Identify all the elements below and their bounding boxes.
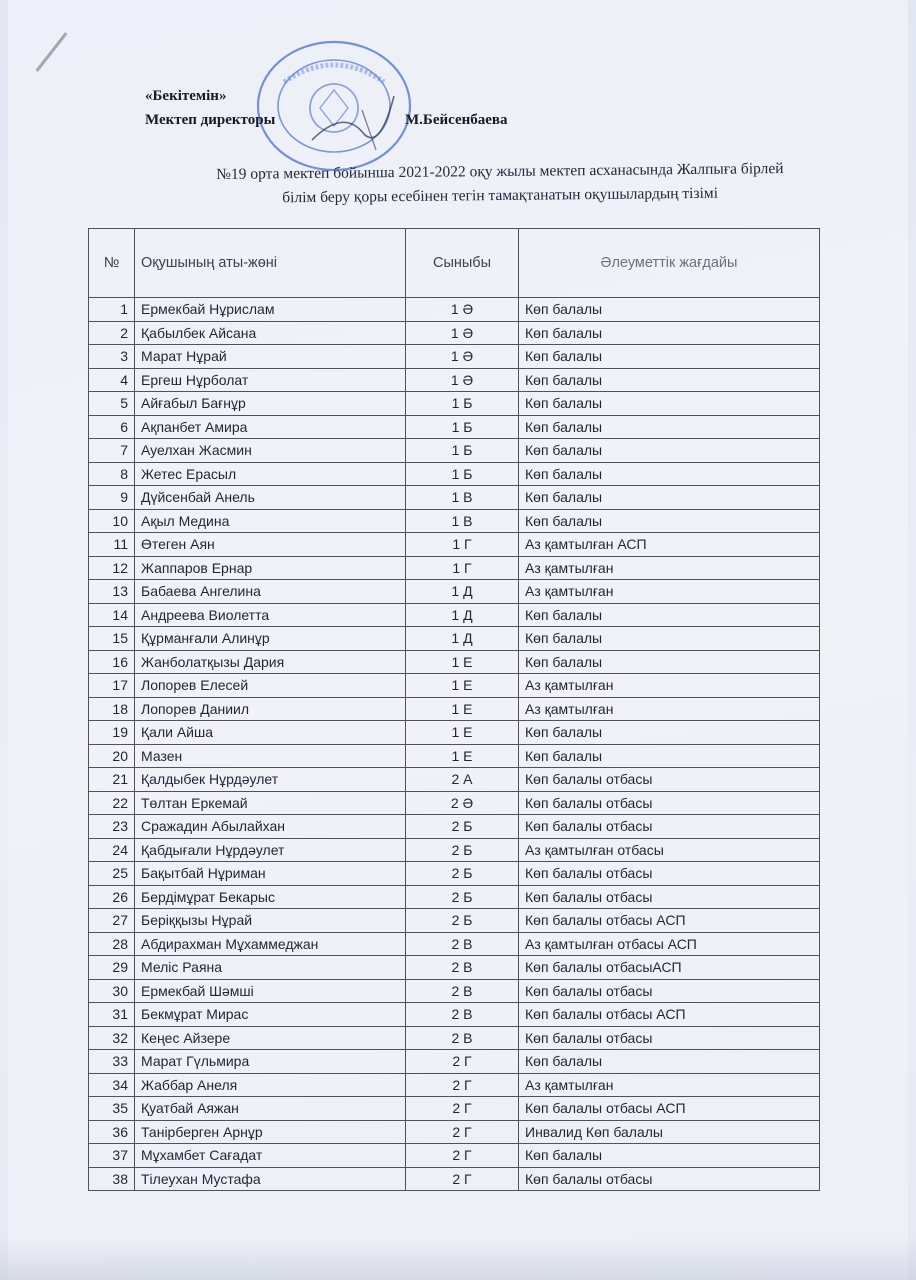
cell-number: 21 xyxy=(89,768,135,792)
cell-social-status: Аз қамтылған xyxy=(519,697,820,721)
cell-number: 29 xyxy=(89,956,135,980)
table-row xyxy=(89,345,820,369)
cell-number: 5 xyxy=(89,392,135,416)
cell-student-name: Төлтан Еркемай xyxy=(135,791,406,815)
cell-number: 30 xyxy=(89,979,135,1003)
cell-class: 1 Е xyxy=(406,744,519,768)
cell-student-name: Марат Нұрай xyxy=(135,345,406,369)
table-row xyxy=(89,1167,820,1191)
table-row xyxy=(89,1097,820,1121)
cell-number: 20 xyxy=(89,744,135,768)
cell-student-name: Өтеген Аян xyxy=(135,533,406,557)
cell-social-status: Көп балалы xyxy=(519,321,820,345)
table-row xyxy=(89,1050,820,1074)
cell-student-name: Құрманғали Алинұр xyxy=(135,627,406,651)
table-row xyxy=(89,674,820,698)
cell-student-name: Ақыл Медина xyxy=(135,509,406,533)
cell-number: 11 xyxy=(89,533,135,557)
cell-student-name: Жаббар Анеля xyxy=(135,1073,406,1097)
cell-number: 4 xyxy=(89,368,135,392)
column-header-social-status: Әлеуметтік жағдайы xyxy=(519,229,820,298)
cell-class: 1 Д xyxy=(406,627,519,651)
table-row xyxy=(89,439,820,463)
cell-number: 17 xyxy=(89,674,135,698)
cell-number: 13 xyxy=(89,580,135,604)
cell-class: 2 В xyxy=(406,1026,519,1050)
table-row xyxy=(89,462,820,486)
cell-number: 1 xyxy=(89,298,135,322)
cell-class: 2 Б xyxy=(406,862,519,886)
cell-social-status: Аз қамтылған xyxy=(519,1073,820,1097)
cell-class: 2 Г xyxy=(406,1144,519,1168)
cell-class: 1 Б xyxy=(406,462,519,486)
cell-number: 31 xyxy=(89,1003,135,1027)
cell-social-status: Аз қамтылған xyxy=(519,556,820,580)
cell-student-name: Бердімұрат Бекарыс xyxy=(135,885,406,909)
table-row xyxy=(89,533,820,557)
cell-social-status: Көп балалы отбасы xyxy=(519,1167,820,1191)
cell-class: 1 Ә xyxy=(406,345,519,369)
cell-number: 7 xyxy=(89,439,135,463)
cell-number: 19 xyxy=(89,721,135,745)
cell-social-status: Көп балалы xyxy=(519,392,820,416)
cell-social-status: Көп балалы xyxy=(519,439,820,463)
cell-social-status: Көп балалы xyxy=(519,744,820,768)
cell-student-name: Бекмұрат Мирас xyxy=(135,1003,406,1027)
cell-student-name: Лопорев Даниил xyxy=(135,697,406,721)
table-header-row xyxy=(89,229,820,298)
cell-class: 1 Е xyxy=(406,721,519,745)
cell-student-name: Мазен xyxy=(135,744,406,768)
cell-student-name: Марат Гүльмира xyxy=(135,1050,406,1074)
table-row xyxy=(89,415,820,439)
cell-social-status: Көп балалы xyxy=(519,298,820,322)
cell-class: 2 Г xyxy=(406,1120,519,1144)
approval-block xyxy=(145,84,508,132)
table-row xyxy=(89,744,820,768)
cell-social-status: Көп балалы xyxy=(519,486,820,510)
cell-social-status: Көп балалы отбасыАСП xyxy=(519,956,820,980)
approve-label: «Бекітемін» xyxy=(145,88,227,104)
table-row xyxy=(89,1073,820,1097)
table-row xyxy=(89,298,820,322)
cell-student-name: Дүйсенбай Анель xyxy=(135,486,406,510)
table-row xyxy=(89,1003,820,1027)
cell-student-name: Ергеш Нұрболат xyxy=(135,368,406,392)
cell-social-status: Көп балалы xyxy=(519,721,820,745)
director-name: М.Бейсенбаева xyxy=(405,112,508,128)
cell-social-status: Аз қамтылған xyxy=(519,580,820,604)
cell-social-status: Көп балалы отбасы xyxy=(519,979,820,1003)
cell-social-status: Көп балалы отбасы АСП xyxy=(519,1003,820,1027)
cell-class: 2 Б xyxy=(406,909,519,933)
table-body xyxy=(89,298,820,1191)
cell-number: 18 xyxy=(89,697,135,721)
cell-class: 2 А xyxy=(406,768,519,792)
cell-class: 2 В xyxy=(406,956,519,980)
cell-number: 26 xyxy=(89,885,135,909)
cell-student-name: Ермекбай Нұрислам xyxy=(135,298,406,322)
table-row xyxy=(89,909,820,933)
cell-social-status: Инвалид Көп балалы xyxy=(519,1120,820,1144)
cell-social-status: Көп балалы отбасы xyxy=(519,791,820,815)
cell-social-status: Аз қамтылған xyxy=(519,674,820,698)
cell-student-name: Лопорев Елесей xyxy=(135,674,406,698)
cell-class: 2 В xyxy=(406,1003,519,1027)
cell-class: 1 Д xyxy=(406,603,519,627)
cell-student-name: Жанболатқызы Дария xyxy=(135,650,406,674)
table-row xyxy=(89,627,820,651)
cell-class: 2 В xyxy=(406,932,519,956)
table-row xyxy=(89,956,820,980)
cell-number: 10 xyxy=(89,509,135,533)
cell-social-status: Көп балалы xyxy=(519,603,820,627)
cell-class: 1 Б xyxy=(406,439,519,463)
cell-number: 32 xyxy=(89,1026,135,1050)
cell-social-status: Көп балалы xyxy=(519,1144,820,1168)
table-row xyxy=(89,392,820,416)
cell-number: 27 xyxy=(89,909,135,933)
cell-student-name: Мұхамбет Сағадат xyxy=(135,1144,406,1168)
cell-student-name: Меліс Раяна xyxy=(135,956,406,980)
cell-number: 24 xyxy=(89,838,135,862)
cell-student-name: Танірберген Арнұр xyxy=(135,1120,406,1144)
cell-number: 12 xyxy=(89,556,135,580)
cell-social-status: Көп балалы отбасы xyxy=(519,862,820,886)
cell-class: 1 В xyxy=(406,509,519,533)
cell-class: 1 Ә xyxy=(406,321,519,345)
table-row xyxy=(89,603,820,627)
cell-class: 1 Д xyxy=(406,580,519,604)
table-row xyxy=(89,885,820,909)
cell-social-status: Көп балалы xyxy=(519,627,820,651)
cell-student-name: Абдирахман Мұхаммеджан xyxy=(135,932,406,956)
table-row xyxy=(89,862,820,886)
cell-social-status: Көп балалы отбасы xyxy=(519,885,820,909)
table-row xyxy=(89,721,820,745)
table-row xyxy=(89,1144,820,1168)
cell-class: 1 Е xyxy=(406,674,519,698)
cell-class: 1 Е xyxy=(406,650,519,674)
cell-student-name: Жаппаров Ернар xyxy=(135,556,406,580)
cell-class: 1 В xyxy=(406,486,519,510)
document-title xyxy=(150,156,850,211)
cell-class: 1 Ә xyxy=(406,368,519,392)
cell-class: 2 В xyxy=(406,979,519,1003)
cell-student-name: Бабаева Ангелина xyxy=(135,580,406,604)
cell-number: 36 xyxy=(89,1120,135,1144)
table-row xyxy=(89,979,820,1003)
cell-student-name: Қабдығали Нұрдәулет xyxy=(135,838,406,862)
cell-number: 16 xyxy=(89,650,135,674)
table-row xyxy=(89,838,820,862)
page-shadow xyxy=(0,1236,916,1280)
cell-number: 37 xyxy=(89,1144,135,1168)
table-row xyxy=(89,815,820,839)
cell-number: 3 xyxy=(89,345,135,369)
table-row xyxy=(89,932,820,956)
table-row xyxy=(89,321,820,345)
title-line-1: №19 орта мектеп бойынша 2021-2022 оқу жылы мектеп асханасында Жалпыға бірлей xyxy=(216,160,784,183)
table-row xyxy=(89,650,820,674)
cell-number: 23 xyxy=(89,815,135,839)
cell-student-name: Сражадин Абылайхан xyxy=(135,815,406,839)
title-line-2: білім беру қоры есебінен тегін тамақтанатын оқушылардың тізімі xyxy=(282,184,719,207)
cell-class: 1 Е xyxy=(406,697,519,721)
cell-class: 2 Г xyxy=(406,1050,519,1074)
cell-student-name: Айғабыл Бағнұр xyxy=(135,392,406,416)
cell-social-status: Көп балалы xyxy=(519,509,820,533)
cell-social-status: Көп балалы отбасы xyxy=(519,1026,820,1050)
cell-student-name: Ермекбай Шәмші xyxy=(135,979,406,1003)
cell-class: 2 Г xyxy=(406,1097,519,1121)
column-header-class: Сыныбы xyxy=(406,229,519,298)
table-row xyxy=(89,768,820,792)
cell-social-status: Аз қамтылған АСП xyxy=(519,533,820,557)
cell-social-status: Көп балалы xyxy=(519,368,820,392)
cell-number: 15 xyxy=(89,627,135,651)
cell-social-status: Аз қамтылған отбасы xyxy=(519,838,820,862)
table-row xyxy=(89,1120,820,1144)
cell-student-name: Қалдыбек Нұрдәулет xyxy=(135,768,406,792)
table-row xyxy=(89,697,820,721)
table-row xyxy=(89,791,820,815)
table-row xyxy=(89,509,820,533)
table-row xyxy=(89,556,820,580)
cell-social-status: Көп балалы xyxy=(519,1050,820,1074)
cell-social-status: Көп балалы отбасы АСП xyxy=(519,1097,820,1121)
cell-student-name: Қуатбай Аяжан xyxy=(135,1097,406,1121)
cell-number: 9 xyxy=(89,486,135,510)
cell-class: 1 Б xyxy=(406,415,519,439)
cell-student-name: Андреева Виолетта xyxy=(135,603,406,627)
cell-number: 25 xyxy=(89,862,135,886)
cell-number: 8 xyxy=(89,462,135,486)
cell-social-status: Көп балалы отбасы АСП xyxy=(519,909,820,933)
table-row xyxy=(89,1026,820,1050)
cell-student-name: Ауелхан Жасмин xyxy=(135,439,406,463)
cell-number: 35 xyxy=(89,1097,135,1121)
cell-class: 2 Г xyxy=(406,1167,519,1191)
cell-social-status: Көп балалы xyxy=(519,650,820,674)
cell-number: 14 xyxy=(89,603,135,627)
cell-social-status: Көп балалы xyxy=(519,462,820,486)
school-seal-stamp xyxy=(254,38,414,174)
table-row xyxy=(89,486,820,510)
cell-social-status: Көп балалы отбасы xyxy=(519,815,820,839)
cell-number: 28 xyxy=(89,932,135,956)
cell-class: 2 Б xyxy=(406,885,519,909)
cell-number: 33 xyxy=(89,1050,135,1074)
cell-student-name: Кеңес Айзере xyxy=(135,1026,406,1050)
cell-class: 1 Ә xyxy=(406,298,519,322)
cell-number: 38 xyxy=(89,1167,135,1191)
cell-number: 34 xyxy=(89,1073,135,1097)
column-header-name: Оқушының аты-жөні xyxy=(135,229,406,298)
cell-class: 1 Г xyxy=(406,533,519,557)
students-table xyxy=(88,228,820,1191)
cell-student-name: Ақпанбет Амира xyxy=(135,415,406,439)
cell-number: 22 xyxy=(89,791,135,815)
table-row xyxy=(89,368,820,392)
cell-social-status: Аз қамтылған отбасы АСП xyxy=(519,932,820,956)
cell-social-status: Көп балалы xyxy=(519,415,820,439)
column-header-number: № xyxy=(89,229,135,298)
cell-student-name: Қали Айша xyxy=(135,721,406,745)
cell-student-name: Бақытбай Нұриман xyxy=(135,862,406,886)
cell-social-status: Көп балалы xyxy=(519,345,820,369)
cell-student-name: Қабылбек Айсана xyxy=(135,321,406,345)
cell-student-name: Жетес Ерасыл xyxy=(135,462,406,486)
cell-number: 6 xyxy=(89,415,135,439)
cell-class: 2 Б xyxy=(406,815,519,839)
cell-class: 1 Г xyxy=(406,556,519,580)
cell-class: 2 Б xyxy=(406,838,519,862)
cell-student-name: Беріққызы Нұрай xyxy=(135,909,406,933)
cell-student-name: Тілеухан Мустафа xyxy=(135,1167,406,1191)
cell-class: 2 Ә xyxy=(406,791,519,815)
director-label: Мектеп директоры xyxy=(145,112,276,128)
cell-class: 1 Б xyxy=(406,392,519,416)
cell-number: 2 xyxy=(89,321,135,345)
table-row xyxy=(89,580,820,604)
cell-social-status: Көп балалы отбасы xyxy=(519,768,820,792)
cell-class: 2 Г xyxy=(406,1073,519,1097)
